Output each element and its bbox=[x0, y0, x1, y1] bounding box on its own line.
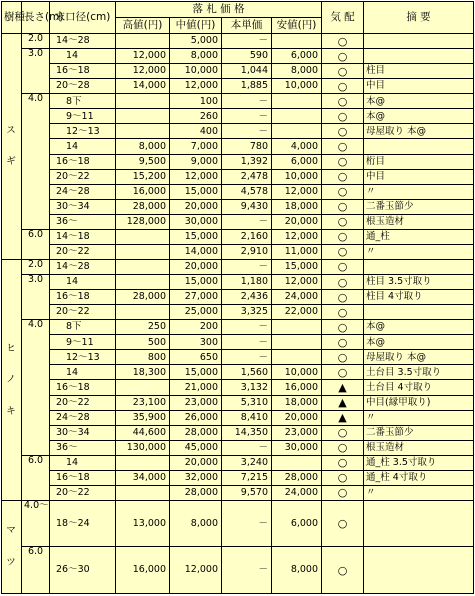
low-price-cell: 4,000 bbox=[272, 139, 322, 154]
high-price-cell bbox=[116, 229, 170, 244]
low-price-cell: 15,000 bbox=[272, 259, 322, 274]
diameter-cell: 24～28 bbox=[50, 184, 116, 199]
unit-price-cell: － bbox=[222, 124, 272, 139]
note-cell: 〃 bbox=[364, 410, 474, 425]
mood-cell: ○ bbox=[322, 455, 364, 470]
mood-cell: ○ bbox=[322, 199, 364, 214]
diameter-cell: 16～18 bbox=[50, 380, 116, 395]
mood-cell: ○ bbox=[322, 94, 364, 109]
low-price-cell: 18,000 bbox=[272, 395, 322, 410]
mood-cell: ○ bbox=[322, 335, 364, 350]
table-row bbox=[2, 335, 474, 350]
mid-price-cell: 20,000 bbox=[170, 259, 222, 274]
unit-price-cell: － bbox=[222, 320, 272, 335]
unit-price-cell: － bbox=[222, 547, 272, 594]
length-cell: 6.0 bbox=[22, 547, 50, 594]
header-mid: 中値(円) bbox=[170, 18, 222, 34]
mood-cell: ○ bbox=[322, 214, 364, 229]
unit-price-cell: － bbox=[222, 259, 272, 274]
high-price-cell: 34,000 bbox=[116, 470, 170, 485]
note-cell: 根玉造材 bbox=[364, 214, 474, 229]
diameter-cell: 9～11 bbox=[50, 335, 116, 350]
low-price-cell: 30,000 bbox=[272, 440, 322, 455]
table-row bbox=[2, 425, 474, 440]
header-mood: 気 配 bbox=[322, 2, 364, 34]
note-cell: 柱目 4寸取り bbox=[364, 290, 474, 305]
table-row bbox=[2, 154, 474, 169]
note-cell: 二番玉節少 bbox=[364, 425, 474, 440]
note-cell: 本@ bbox=[364, 320, 474, 335]
mood-cell: ○ bbox=[322, 139, 364, 154]
table-row bbox=[2, 275, 474, 290]
diameter-cell: 30～34 bbox=[50, 199, 116, 214]
length-cell: 2.0 bbox=[22, 34, 50, 49]
table-row bbox=[2, 64, 474, 79]
table-row bbox=[2, 124, 474, 139]
unit-price-cell: 9,430 bbox=[222, 199, 272, 214]
unit-price-cell: － bbox=[222, 335, 272, 350]
unit-price-cell: 2,910 bbox=[222, 244, 272, 259]
diameter-cell: 12～13 bbox=[50, 124, 116, 139]
low-price-cell bbox=[272, 320, 322, 335]
table-row bbox=[2, 169, 474, 184]
high-price-cell: 44,600 bbox=[116, 425, 170, 440]
length-cell: 4.0 bbox=[22, 320, 50, 456]
low-price-cell bbox=[272, 109, 322, 124]
high-price-cell: 23,100 bbox=[116, 395, 170, 410]
note-cell: 柱目 bbox=[364, 64, 474, 79]
mood-cell: ○ bbox=[322, 109, 364, 124]
table-row bbox=[2, 139, 474, 154]
high-price-cell: 128,000 bbox=[116, 214, 170, 229]
diameter-cell: 8下 bbox=[50, 94, 116, 109]
high-price-cell: 28,000 bbox=[116, 290, 170, 305]
high-price-cell: 800 bbox=[116, 350, 170, 365]
low-price-cell bbox=[272, 34, 322, 49]
low-price-cell: 20,000 bbox=[272, 214, 322, 229]
mid-price-cell: 300 bbox=[170, 335, 222, 350]
note-cell bbox=[364, 305, 474, 320]
mood-cell: ○ bbox=[322, 34, 364, 49]
note-cell bbox=[364, 34, 474, 49]
high-price-cell bbox=[116, 94, 170, 109]
table-header bbox=[2, 2, 474, 34]
high-price-cell: 250 bbox=[116, 320, 170, 335]
mid-price-cell: 23,000 bbox=[170, 395, 222, 410]
high-price-cell bbox=[116, 455, 170, 470]
high-price-cell: 13,000 bbox=[116, 500, 170, 546]
note-cell: 通_柱 3.5寸取り bbox=[364, 455, 474, 470]
low-price-cell: 23,000 bbox=[272, 425, 322, 440]
note-cell: 本@ bbox=[364, 109, 474, 124]
mood-cell: ○ bbox=[322, 184, 364, 199]
high-price-cell: 16,000 bbox=[116, 547, 170, 594]
diameter-cell: 18～24 bbox=[50, 500, 116, 546]
table-row bbox=[2, 547, 474, 594]
table-row bbox=[2, 34, 474, 49]
mid-price-cell: 15,000 bbox=[170, 229, 222, 244]
mid-price-cell: 28,000 bbox=[170, 425, 222, 440]
diameter-cell: 8下 bbox=[50, 320, 116, 335]
mid-price-cell: 12,000 bbox=[170, 547, 222, 594]
low-price-cell: 12,000 bbox=[272, 184, 322, 199]
table-row bbox=[2, 49, 474, 64]
table-row bbox=[2, 455, 474, 470]
unit-price-cell: 1,392 bbox=[222, 154, 272, 169]
note-cell: 〃 bbox=[364, 184, 474, 199]
mid-price-cell: 32,000 bbox=[170, 470, 222, 485]
mid-price-cell: 26,000 bbox=[170, 410, 222, 425]
mid-price-cell: 200 bbox=[170, 320, 222, 335]
table-row bbox=[2, 365, 474, 380]
table-row bbox=[2, 380, 474, 395]
high-price-cell: 130,000 bbox=[116, 440, 170, 455]
unit-price-cell: － bbox=[222, 350, 272, 365]
note-cell: 土台目 3.5寸取り bbox=[364, 365, 474, 380]
mood-cell: ○ bbox=[322, 485, 364, 500]
mid-price-cell: 9,000 bbox=[170, 154, 222, 169]
mood-cell: ○ bbox=[322, 290, 364, 305]
unit-price-cell: 14,350 bbox=[222, 425, 272, 440]
table-body bbox=[2, 34, 474, 594]
diameter-cell: 26～30 bbox=[50, 547, 116, 594]
mood-cell: ○ bbox=[322, 440, 364, 455]
low-price-cell bbox=[272, 94, 322, 109]
auction-price-table bbox=[1, 1, 474, 594]
low-price-cell bbox=[272, 455, 322, 470]
unit-price-cell: 1,885 bbox=[222, 79, 272, 94]
species-cell: ヒ ノ キ bbox=[2, 259, 22, 500]
high-price-cell bbox=[116, 305, 170, 320]
table-row bbox=[2, 320, 474, 335]
low-price-cell: 10,000 bbox=[272, 79, 322, 94]
note-cell bbox=[364, 139, 474, 154]
length-cell: 4.0 bbox=[22, 94, 50, 230]
diameter-cell: 14～28 bbox=[50, 259, 116, 274]
header-price-group: 落 札 価 格 bbox=[116, 2, 322, 18]
diameter-cell: 20～22 bbox=[50, 485, 116, 500]
note-cell bbox=[364, 547, 474, 594]
table-row bbox=[2, 199, 474, 214]
high-price-cell: 14,000 bbox=[116, 79, 170, 94]
unit-price-cell: － bbox=[222, 214, 272, 229]
high-price-cell bbox=[116, 380, 170, 395]
low-price-cell: 16,000 bbox=[272, 380, 322, 395]
mid-price-cell: 12,000 bbox=[170, 79, 222, 94]
note-cell: 柱目 3.5寸取り bbox=[364, 275, 474, 290]
species-cell: ス ギ bbox=[2, 34, 22, 260]
mid-price-cell: 14,000 bbox=[170, 244, 222, 259]
low-price-cell: 8,000 bbox=[272, 547, 322, 594]
table-row bbox=[2, 244, 474, 259]
note-cell: 本@ bbox=[364, 335, 474, 350]
low-price-cell: 24,000 bbox=[272, 485, 322, 500]
note-cell: 通_柱 4寸取り bbox=[364, 470, 474, 485]
length-cell: 2.0 bbox=[22, 259, 50, 274]
diameter-cell: 20～22 bbox=[50, 305, 116, 320]
mid-price-cell: 260 bbox=[170, 109, 222, 124]
length-cell: 6.0 bbox=[22, 455, 50, 500]
high-price-cell: 35,900 bbox=[116, 410, 170, 425]
high-price-cell: 8,000 bbox=[116, 139, 170, 154]
note-cell bbox=[364, 500, 474, 546]
diameter-cell: 20～22 bbox=[50, 244, 116, 259]
diameter-cell: 36～ bbox=[50, 440, 116, 455]
note-cell: 中目 bbox=[364, 79, 474, 94]
low-price-cell: 6,000 bbox=[272, 49, 322, 64]
table-row bbox=[2, 94, 474, 109]
mid-price-cell: 650 bbox=[170, 350, 222, 365]
mood-cell: ○ bbox=[322, 500, 364, 546]
mid-price-cell: 28,000 bbox=[170, 485, 222, 500]
high-price-cell: 18,300 bbox=[116, 365, 170, 380]
diameter-cell: 20～28 bbox=[50, 79, 116, 94]
mood-cell: ○ bbox=[322, 320, 364, 335]
mood-cell: ○ bbox=[322, 124, 364, 139]
high-price-cell: 12,000 bbox=[116, 64, 170, 79]
mood-cell: ○ bbox=[322, 305, 364, 320]
note-cell: 中目 bbox=[364, 169, 474, 184]
note-cell: 〃 bbox=[364, 485, 474, 500]
table-row bbox=[2, 410, 474, 425]
table-row bbox=[2, 109, 474, 124]
unit-price-cell: 780 bbox=[222, 139, 272, 154]
mood-cell: ○ bbox=[322, 425, 364, 440]
header-unit: 本単価 bbox=[222, 18, 272, 34]
high-price-cell: 12,000 bbox=[116, 49, 170, 64]
low-price-cell: 10,000 bbox=[272, 169, 322, 184]
diameter-cell: 20～22 bbox=[50, 169, 116, 184]
mid-price-cell: 10,000 bbox=[170, 64, 222, 79]
mid-price-cell: 45,000 bbox=[170, 440, 222, 455]
high-price-cell bbox=[116, 34, 170, 49]
unit-price-cell: 9,570 bbox=[222, 485, 272, 500]
mood-cell: ○ bbox=[322, 79, 364, 94]
table-row bbox=[2, 350, 474, 365]
high-price-cell: 500 bbox=[116, 335, 170, 350]
diameter-cell: 14 bbox=[50, 455, 116, 470]
table-row bbox=[2, 184, 474, 199]
mood-cell: ○ bbox=[322, 470, 364, 485]
mood-cell: ○ bbox=[322, 64, 364, 79]
unit-price-cell: 1,180 bbox=[222, 275, 272, 290]
diameter-cell: 16～18 bbox=[50, 64, 116, 79]
mid-price-cell: 20,000 bbox=[170, 199, 222, 214]
diameter-cell: 16～18 bbox=[50, 470, 116, 485]
length-cell: 6.0 bbox=[22, 229, 50, 259]
diameter-cell: 14 bbox=[50, 365, 116, 380]
unit-price-cell: － bbox=[222, 440, 272, 455]
unit-price-cell: 3,240 bbox=[222, 455, 272, 470]
high-price-cell: 16,000 bbox=[116, 184, 170, 199]
low-price-cell: 6,000 bbox=[272, 500, 322, 546]
diameter-cell: 14 bbox=[50, 49, 116, 64]
high-price-cell bbox=[116, 124, 170, 139]
note-cell: 二番玉節少 bbox=[364, 199, 474, 214]
mid-price-cell: 15,000 bbox=[170, 365, 222, 380]
header-low: 安値(円) bbox=[272, 18, 322, 34]
diameter-cell: 16～18 bbox=[50, 290, 116, 305]
header-diameter: 末口径(cm) bbox=[50, 2, 116, 34]
high-price-cell bbox=[116, 244, 170, 259]
mood-cell: ○ bbox=[322, 365, 364, 380]
header-high: 高値(円) bbox=[116, 18, 170, 34]
low-price-cell: 11,000 bbox=[272, 244, 322, 259]
low-price-cell: 22,000 bbox=[272, 305, 322, 320]
diameter-cell: 14 bbox=[50, 275, 116, 290]
table-row bbox=[2, 290, 474, 305]
high-price-cell: 15,200 bbox=[116, 169, 170, 184]
mid-price-cell: 20,000 bbox=[170, 455, 222, 470]
unit-price-cell: 2,436 bbox=[222, 290, 272, 305]
length-cell: 3.0 bbox=[22, 275, 50, 320]
mood-cell: ▲ bbox=[322, 410, 364, 425]
unit-price-cell: 1,044 bbox=[222, 64, 272, 79]
unit-price-cell: 3,132 bbox=[222, 380, 272, 395]
note-cell: 根玉造材 bbox=[364, 440, 474, 455]
unit-price-cell: 2,160 bbox=[222, 229, 272, 244]
diameter-cell: 14～28 bbox=[50, 34, 116, 49]
unit-price-cell: 4,578 bbox=[222, 184, 272, 199]
low-price-cell: 28,000 bbox=[272, 470, 322, 485]
mid-price-cell: 8,000 bbox=[170, 49, 222, 64]
header-length: 長さ(m) bbox=[22, 2, 50, 34]
table-row bbox=[2, 79, 474, 94]
mid-price-cell: 15,000 bbox=[170, 184, 222, 199]
table-row bbox=[2, 500, 474, 546]
table-row bbox=[2, 485, 474, 500]
unit-price-cell: 7,215 bbox=[222, 470, 272, 485]
mid-price-cell: 27,000 bbox=[170, 290, 222, 305]
high-price-cell bbox=[116, 109, 170, 124]
unit-price-cell: 3,325 bbox=[222, 305, 272, 320]
note-cell bbox=[364, 259, 474, 274]
mid-price-cell: 30,000 bbox=[170, 214, 222, 229]
diameter-cell: 16～18 bbox=[50, 154, 116, 169]
table-row bbox=[2, 259, 474, 274]
table-row bbox=[2, 229, 474, 244]
unit-price-cell: 590 bbox=[222, 49, 272, 64]
unit-price-cell: 8,410 bbox=[222, 410, 272, 425]
diameter-cell: 24～28 bbox=[50, 410, 116, 425]
unit-price-cell: － bbox=[222, 500, 272, 546]
low-price-cell bbox=[272, 124, 322, 139]
diameter-cell: 36～ bbox=[50, 214, 116, 229]
note-cell: 母屋取り 本@ bbox=[364, 124, 474, 139]
high-price-cell bbox=[116, 485, 170, 500]
mood-cell: ○ bbox=[322, 244, 364, 259]
table-row bbox=[2, 440, 474, 455]
header-notes: 摘 要 bbox=[364, 2, 474, 34]
low-price-cell: 8,000 bbox=[272, 64, 322, 79]
mood-cell: ○ bbox=[322, 169, 364, 184]
mood-cell: ○ bbox=[322, 154, 364, 169]
length-cell: 3.0 bbox=[22, 49, 50, 94]
low-price-cell: 20,000 bbox=[272, 410, 322, 425]
mid-price-cell: 400 bbox=[170, 124, 222, 139]
length-cell: 4.0～ bbox=[22, 500, 50, 546]
note-cell bbox=[364, 49, 474, 64]
diameter-cell: 30～34 bbox=[50, 425, 116, 440]
low-price-cell: 18,000 bbox=[272, 199, 322, 214]
mid-price-cell: 12,000 bbox=[170, 169, 222, 184]
high-price-cell bbox=[116, 275, 170, 290]
note-cell: 中目(縁甲取り) bbox=[364, 395, 474, 410]
note-cell: 〃 bbox=[364, 244, 474, 259]
mood-cell: ○ bbox=[322, 275, 364, 290]
diameter-cell: 14～18 bbox=[50, 229, 116, 244]
note-cell: 母屋取り 本@ bbox=[364, 350, 474, 365]
note-cell: 本@ bbox=[364, 94, 474, 109]
low-price-cell: 10,000 bbox=[272, 365, 322, 380]
mood-cell: ○ bbox=[322, 49, 364, 64]
unit-price-cell: 1,560 bbox=[222, 365, 272, 380]
mid-price-cell: 100 bbox=[170, 94, 222, 109]
table-row bbox=[2, 470, 474, 485]
low-price-cell: 12,000 bbox=[272, 275, 322, 290]
unit-price-cell: 5,310 bbox=[222, 395, 272, 410]
high-price-cell: 28,000 bbox=[116, 199, 170, 214]
high-price-cell bbox=[116, 259, 170, 274]
mid-price-cell: 21,000 bbox=[170, 380, 222, 395]
low-price-cell: 12,000 bbox=[272, 229, 322, 244]
note-cell: 通_柱 bbox=[364, 229, 474, 244]
low-price-cell bbox=[272, 335, 322, 350]
mood-cell: ○ bbox=[322, 547, 364, 594]
low-price-cell bbox=[272, 350, 322, 365]
table-row bbox=[2, 214, 474, 229]
diameter-cell: 14 bbox=[50, 139, 116, 154]
mid-price-cell: 7,000 bbox=[170, 139, 222, 154]
unit-price-cell: － bbox=[222, 94, 272, 109]
diameter-cell: 20～22 bbox=[50, 395, 116, 410]
mood-cell: ○ bbox=[322, 229, 364, 244]
table-row bbox=[2, 395, 474, 410]
mood-cell: ○ bbox=[322, 259, 364, 274]
header-species: 樹種 bbox=[2, 2, 22, 34]
low-price-cell: 6,000 bbox=[272, 154, 322, 169]
species-cell: マ ツ bbox=[2, 500, 22, 593]
diameter-cell: 12～13 bbox=[50, 350, 116, 365]
unit-price-cell: － bbox=[222, 109, 272, 124]
note-cell: 桁目 bbox=[364, 154, 474, 169]
diameter-cell: 9～11 bbox=[50, 109, 116, 124]
unit-price-cell: 2,478 bbox=[222, 169, 272, 184]
mid-price-cell: 15,000 bbox=[170, 275, 222, 290]
note-cell: 土台目 4寸取り bbox=[364, 380, 474, 395]
high-price-cell: 9,500 bbox=[116, 154, 170, 169]
unit-price-cell: － bbox=[222, 34, 272, 49]
mood-cell: ▲ bbox=[322, 380, 364, 395]
mid-price-cell: 8,000 bbox=[170, 500, 222, 546]
mood-cell: ▲ bbox=[322, 395, 364, 410]
mid-price-cell: 25,000 bbox=[170, 305, 222, 320]
table-row bbox=[2, 305, 474, 320]
mid-price-cell: 5,000 bbox=[170, 34, 222, 49]
low-price-cell: 24,000 bbox=[272, 290, 322, 305]
mood-cell: ○ bbox=[322, 350, 364, 365]
